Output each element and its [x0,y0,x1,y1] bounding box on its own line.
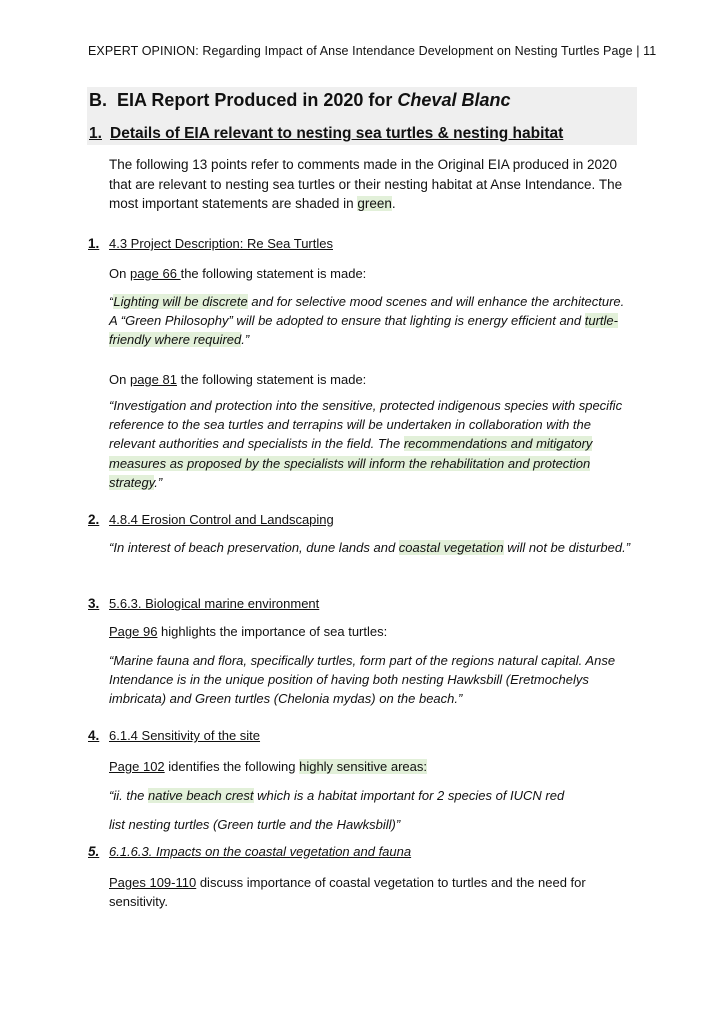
quote-text: and for selective mood scenes and will enhance the architecture. A “Green Philosophy” will be adopted to ensure that lighting is energy efficient and [109,294,625,329]
page-link[interactable]: Page 102 [109,759,165,774]
paragraph-text: the following statement is made: [180,266,367,281]
subsection-heading [89,125,563,143]
subsection-number: 1. [89,125,102,142]
quote [109,396,634,492]
item-title: 4.3 Project Description: Re Sea Turtles [109,236,333,251]
item-number: 3. [88,596,100,611]
quote-highlight: turtle-friendly where required [109,313,618,348]
intro-highlight: green [357,196,392,211]
page-header: EXPERT OPINION: Regarding Impact of Anse Intendance Development on Nesting Turtles Page | 11 [88,44,657,58]
intro-paragraph [109,155,629,214]
paragraph-text: discuss importance of coastal vegetation to turtles and the need for sensitivity. [109,875,586,910]
item-paragraph [109,370,634,389]
section-letter: B. [89,90,107,110]
quote-text: .” [241,332,250,348]
item-paragraph [109,622,634,641]
item-title: 4.8.4 Erosion Control and Landscaping [109,512,334,527]
item-number: 1. [88,236,100,251]
quote-highlight: recommendations and mitigatory measures as proposed by the specialists will inform the rehabilitation and protection strategy [109,436,593,490]
quote: “Marine fauna and flora, specifically turtles, form part of the regions natural capital. Anse Intendance is in the unique position of having both nesting Hawksbill (Eretmochelys imbricata) and Green turtles (Chelonia mydas) on the beach.” [109,653,616,707]
quote-text: “ii. the [109,788,149,803]
item-title: 6.1.6.3. Impacts on the coastal vegetation and fauna [109,844,412,859]
item-paragraph [109,757,634,776]
intro-text-end: . [391,196,396,211]
item-number: 2. [88,512,100,527]
item-paragraph [109,264,634,283]
section-title: EIA Report Produced in 2020 for [117,90,393,110]
quote-highlight: native beach crest [148,788,254,803]
item-number: 4. [88,728,100,743]
item-number: 5. [88,844,100,859]
page-link[interactable]: Pages 109-110 [109,875,197,890]
page-link[interactable]: page 81 [129,372,177,387]
quote-highlight: coastal vegetation [398,540,504,555]
paragraph-text: On [109,266,130,281]
quote [109,538,634,557]
quote-highlight: Lighting will be discrete [113,294,248,309]
quote-text: “In interest of beach preservation, dune lands and [109,540,399,555]
quote-text: “Investigation and protection into the sensitive, protected indigenous species with specific reference to the sea turtles and terrapins will be undertaken in collaboration with the relevant authorities and specialists in the field. The [109,398,623,452]
page-link[interactable]: page 66 [129,266,181,281]
quote-text: “ [109,294,114,309]
item-title: 5.6.3. Biological marine environment [109,596,320,611]
item-paragraph [109,873,634,911]
item-title: 6.1.4 Sensitivity of the site [109,728,261,743]
quote-text: .” [154,474,163,490]
subsection-title: Details of EIA relevant to nesting sea turtles & nesting habitat [110,125,564,142]
quote: list nesting turtles (Green turtle and the Hawksbill)” [109,817,401,832]
quote [109,292,634,350]
paragraph-text: the following statement is made: [176,372,367,387]
section-heading [89,90,510,111]
page-link[interactable]: Page 96 [109,624,158,639]
paragraph-text: identifies the following [164,759,300,774]
paragraph-text: On [109,372,130,387]
section-title-italic: Cheval Blanc [397,90,511,110]
quote-text: which is a habitat important for 2 species of IUCN red [253,788,565,803]
paragraph-highlight: highly sensitive areas: [299,759,427,774]
quote [109,786,634,805]
intro-text: The following 13 points refer to comments made in the Original EIA produced in 2020 that are relevant to nesting sea turtles or their nesting habitat at Anse Intendance. The most important statements are shaded in [109,157,623,211]
paragraph-text: highlights the importance of sea turtles: [157,624,388,639]
quote-text: will not be disturbed.” [503,540,631,555]
